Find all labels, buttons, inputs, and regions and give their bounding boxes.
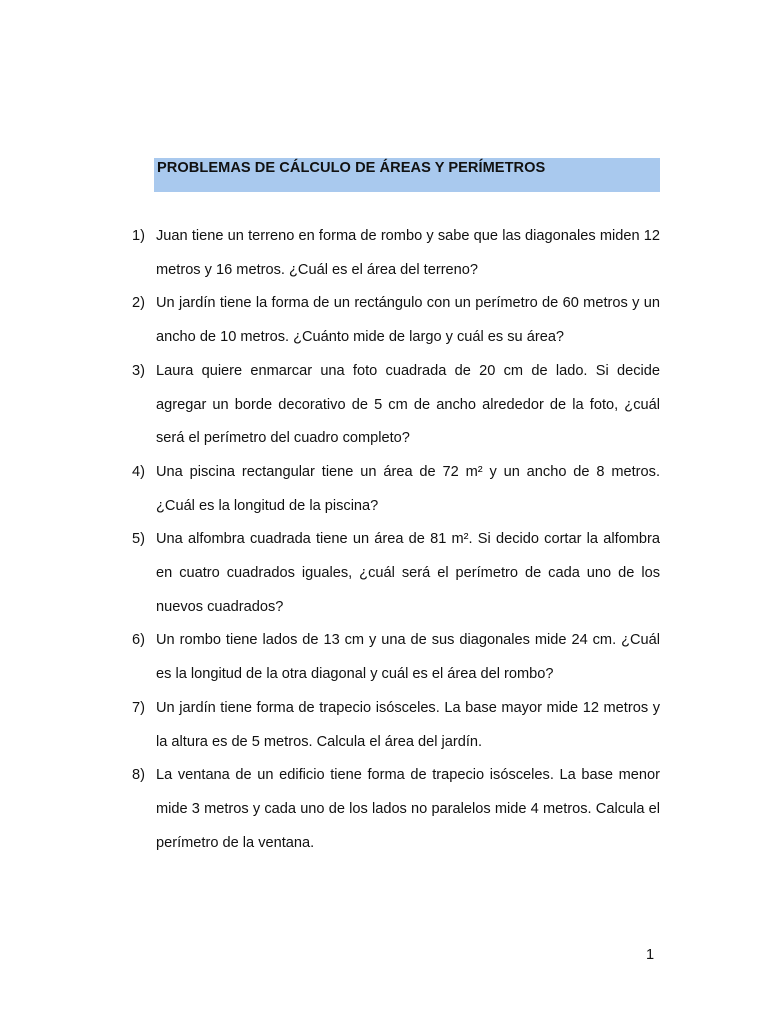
problem-text: Juan tiene un terreno en forma de rombo y sabe que las diagonales miden 12 metros y 16 metros. ¿Cuál es el área del terreno? bbox=[156, 228, 660, 278]
problem-item-7 bbox=[132, 692, 660, 759]
problem-item-1 bbox=[132, 220, 660, 287]
title-highlight-bar bbox=[154, 158, 660, 192]
problem-list bbox=[132, 220, 660, 860]
problem-number: 8) bbox=[132, 767, 145, 784]
problem-item-5 bbox=[132, 523, 660, 624]
problem-item-2 bbox=[132, 287, 660, 354]
problem-text: Una piscina rectangular tiene un área de 72 m² y un ancho de 8 metros. ¿Cuál es la longitud de la piscina? bbox=[156, 463, 660, 514]
problem-number: 6) bbox=[132, 632, 145, 649]
problem-number: 4) bbox=[132, 463, 145, 480]
problem-text: Laura quiere enmarcar una foto cuadrada de 20 cm de lado. Si decide agregar un borde decorativo de 5 cm de ancho alrededor de la foto, ¿cuál será el perímetro del cuadro completo? bbox=[156, 362, 660, 447]
problem-item-4 bbox=[132, 456, 660, 523]
problem-number: 7) bbox=[132, 699, 145, 716]
problem-number: 2) bbox=[132, 295, 145, 312]
problem-text: La ventana de un edificio tiene forma de trapecio isósceles. La base menor mide 3 metros y cada uno de los lados no paralelos mide 4 metros. Calcula el perímetro de la ventana. bbox=[156, 767, 660, 851]
problem-item-3 bbox=[132, 355, 660, 456]
problem-text: Una alfombra cuadrada tiene un área de 81 m². Si decido cortar la alfombra en cuatro cuadrados iguales, ¿cuál será el perímetro de cada uno de los nuevos cuadrados? bbox=[156, 531, 660, 615]
problem-number: 1) bbox=[132, 228, 145, 244]
problem-item-8 bbox=[132, 759, 660, 860]
page-number: 1 bbox=[646, 947, 655, 963]
page-title: PROBLEMAS DE CÁLCULO DE ÁREAS Y PERÍMETROS bbox=[157, 160, 546, 176]
problem-number: 3) bbox=[132, 362, 145, 379]
problem-text: Un jardín tiene forma de trapecio isósceles. La base mayor mide 12 metros y la altura es de 5 metros. Calcula el área del jardín. bbox=[156, 699, 660, 750]
problem-text: Un jardín tiene la forma de un rectángulo con un perímetro de 60 metros y un ancho de 10 metros. ¿Cuánto mide de largo y cuál es su área? bbox=[156, 295, 660, 346]
problem-item-6 bbox=[132, 624, 660, 691]
problem-number: 5) bbox=[132, 531, 145, 548]
problem-text: Un rombo tiene lados de 13 cm y una de sus diagonales mide 24 cm. ¿Cuál es la longitud de la otra diagonal y cuál es el área del rombo? bbox=[156, 632, 660, 683]
